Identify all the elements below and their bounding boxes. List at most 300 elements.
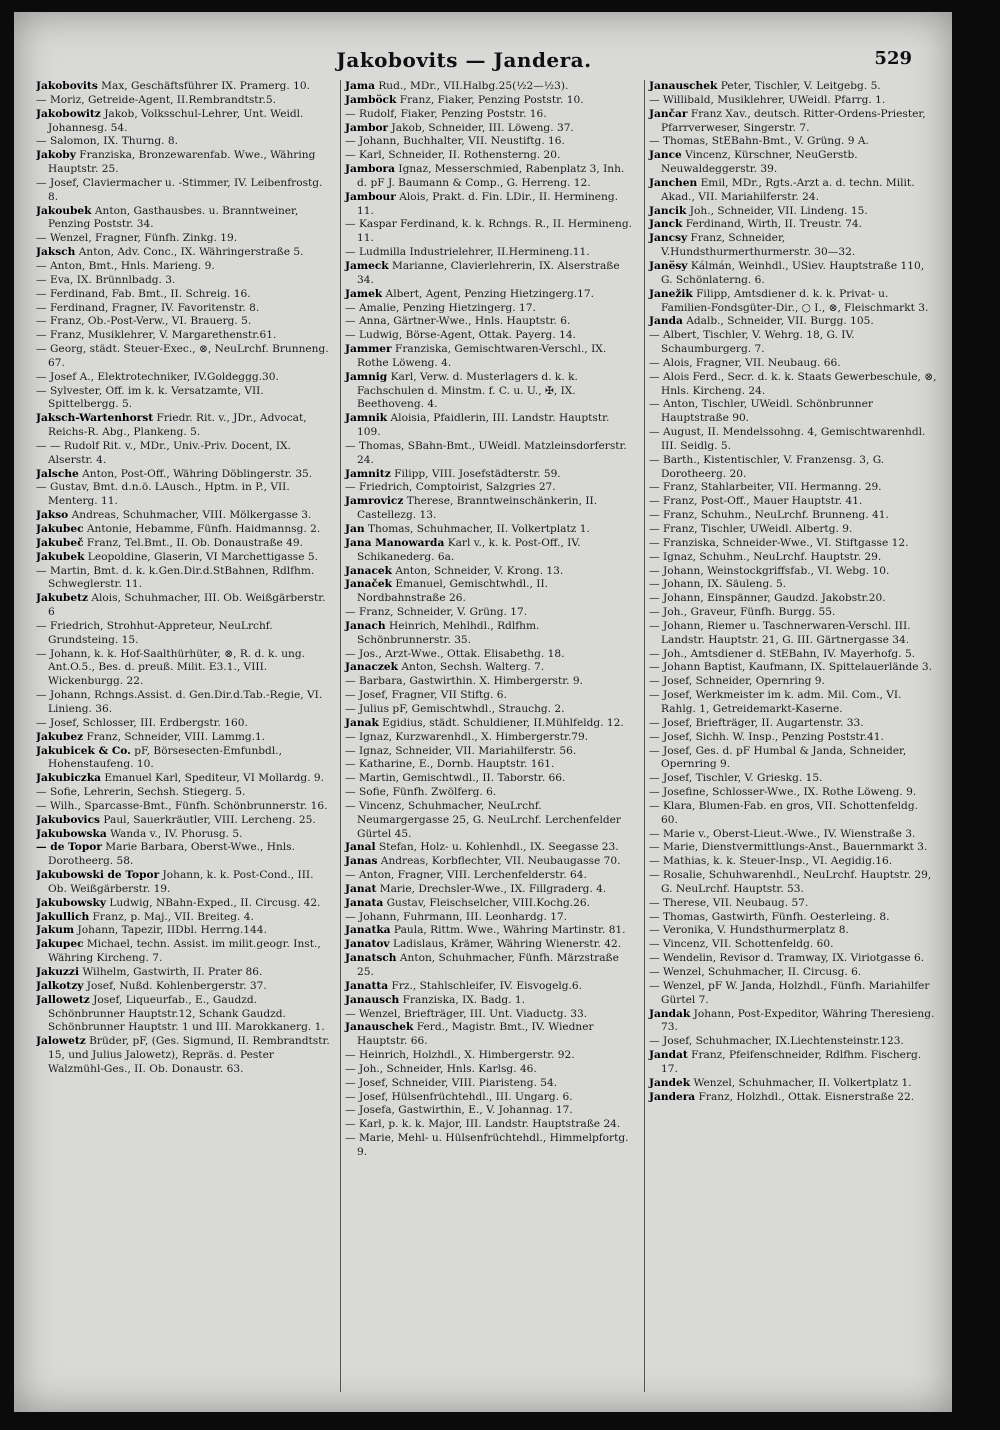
entry-details: — Josefa, Gastwirthin, E., V. Johannag. 17. [345, 1104, 573, 1117]
directory-entry [36, 717, 330, 731]
directory-entry [345, 1104, 634, 1118]
directory-entry [36, 537, 330, 551]
entry-details: Anton, Post-Off., Währing Döblingerstr. 35. [82, 467, 313, 480]
entry-surname: Jalsche [36, 467, 79, 480]
directory-entry [36, 980, 330, 994]
directory-entry [36, 1035, 330, 1077]
directory-entry [649, 897, 938, 911]
directory-entry [649, 911, 938, 925]
entry-details: Alois, Prakt. d. Fin. LDir., II. Hermineng. 11. [357, 190, 619, 217]
directory-entry [649, 315, 938, 329]
entry-details: Marie Barbara, Oberst-Wwe., Hnls. Dorotheerg. 58. [48, 841, 295, 868]
entry-details: Jakob, Volksschul-Lehrer, Unt. Weidl. Johannesg. 54. [48, 107, 304, 134]
entry-details: Aloisia, Pfaidlerin, III. Landstr. Hauptstr. 109. [357, 412, 610, 439]
entry-surname: Jakubowsky [36, 896, 106, 909]
entry-details: — Franziska, Schneider-Wwe., VI. Stiftgasse 12. [649, 536, 909, 549]
directory-entry [649, 177, 938, 205]
directory-entry [649, 648, 938, 662]
directory-entry [36, 80, 330, 94]
entry-details: Filipp, VIII. Josefstädterstr. 59. [394, 467, 561, 480]
entry-details: — Sofie, Lehrerin, Sechsh. Stiegerg. 5. [36, 786, 246, 799]
entry-details: — Franz, Stahlarbeiter, VII. Hermanng. 29. [649, 481, 882, 494]
directory-entry [36, 371, 330, 385]
entry-details: — Franz, Ob.-Post-Verw., VI. Brauerg. 5. [36, 315, 252, 328]
entry-details: — Albert, Tischler, V. Wehrg. 18, G. IV. Schaumburgerg. 7. [649, 329, 855, 356]
entry-details: Rud., MDr., VII.Halbg.25(½2—½3). [378, 80, 569, 92]
entry-surname: Janaček [345, 578, 392, 591]
entry-details: Franz, p. Maj., VII. Breiteg. 4. [92, 910, 254, 923]
directory-entry [649, 661, 938, 675]
directory-entry [649, 149, 938, 177]
entry-surname: Jakubek [36, 550, 85, 563]
directory-entry [649, 1035, 938, 1049]
directory-entry [36, 302, 330, 316]
directory-entry [649, 772, 938, 786]
entry-details: Franz, Schneider, V.Hundsthurmerthurmerstr. 30—32. [661, 232, 856, 259]
entry-details: — Sylvester, Off. im k. k. Versatzamte, VII. Spittelbergg. 5. [36, 384, 264, 411]
directory-entry [649, 966, 938, 980]
directory-entry [36, 260, 330, 274]
entry-surname: Janësy [649, 259, 688, 272]
entry-surname: Jameck [345, 259, 389, 272]
entry-details: Anton, Sechsh. Walterg. 7. [401, 661, 545, 674]
entry-surname: Jakoubek [36, 204, 92, 217]
directory-entry [649, 205, 938, 219]
entry-surname: Jancsy [649, 232, 688, 245]
entry-details: — Franz, Post-Off., Mauer Hauptstr. 41. [649, 495, 863, 508]
directory-entry [36, 814, 330, 828]
directory-entry [36, 897, 330, 911]
directory-entry [345, 371, 634, 413]
entry-details: Paul, Sauerkräutler, VIII. Lercheng. 25. [103, 813, 316, 826]
entry-surname: Jambour [345, 190, 396, 203]
entry-details: — Josef, Schneider, Opernring 9. [649, 675, 825, 688]
entry-details: Ignaz, Messerschmied, Rabenplatz 3, Inh. d. pF J. Baumann & Comp., G. Herreng. 12. [357, 163, 625, 189]
entry-details: — Eva, IX. Brünnlbadg. 3. [36, 273, 176, 286]
directory-entry [345, 343, 634, 371]
directory-entry [649, 565, 938, 579]
entry-details: Ladislaus, Krämer, Währing Wienerstr. 42. [392, 938, 622, 951]
directory-entry [36, 329, 330, 343]
entry-surname: Jakubez [36, 730, 84, 743]
entry-details: — Anton, Tischler, UWeidl. Schönbrunner Hauptstraße 90. [649, 398, 873, 425]
directory-entry [649, 592, 938, 606]
entry-details: — Thomas, SBahn-Bmt., UWeidl. Matzleinsdorferstr. 24. [345, 439, 627, 466]
directory-entry [36, 440, 330, 468]
entry-details: — Johann, k. k. Hof-Saalthürhüter, ⊗, R. d. k. ung. Ant.O.5., Bes. d. preuß. Milit. E3.1., VIII. Wickenburgg. 22. [36, 647, 305, 688]
directory-entry [345, 786, 634, 800]
entry-details: Filipp, Amtsdiener d. k. k. Privat- u. Familien-Fondsgüter-Dir., ○ I., ⊗, Fleischmarkt 3. [661, 287, 929, 314]
entry-details: — Alois, Fragner, VII. Neubaug. 66. [649, 356, 841, 369]
entry-surname: Jakobowitz [36, 107, 101, 120]
directory-entry [345, 1049, 634, 1063]
directory-entry [36, 205, 330, 233]
entry-details: Franziska, Bronzewarenfab. Wwe., Währing Hauptstr. 25. [48, 149, 316, 176]
entry-surname: Jambora [345, 163, 396, 176]
entry-details: Frz., Stahlschleifer, IV. Eisvogelg.6. [391, 979, 583, 992]
entry-details: Anton, Gasthausbes. u. Branntweiner, Penzing Poststr. 34. [48, 204, 299, 231]
entry-surname: Jandek [649, 1076, 691, 1089]
entry-details: — Johann Baptist, Kaufmann, IX. Spittelauerlände 3. [649, 661, 932, 674]
entry-details: Vincenz, Kürschner, NeuGerstb. Neuwaldeggerstr. 39. [661, 149, 858, 176]
entry-details: — Moriz, Getreide-Agent, II.Rembrandtstr.5. [36, 93, 276, 106]
directory-entry [345, 288, 634, 302]
entry-surname: Jandat [649, 1049, 688, 1062]
entry-details: — Alois Ferd., Secr. d. k. k. Staats Gewerbeschule, ⊗, Hnls. Kircheng. 24. [649, 370, 937, 397]
directory-entry [345, 468, 634, 482]
entry-surname: Jakubovics [36, 813, 100, 826]
directory-entry [345, 1118, 634, 1132]
entry-details: Adalb., Schneider, VII. Burgg. 105. [686, 315, 874, 328]
directory-entry [649, 1008, 938, 1036]
directory-entry [36, 592, 330, 620]
directory-entry [345, 911, 634, 925]
entry-details: — Karl, p. k. k. Major, III. Landstr. Hauptstraße 24. [345, 1118, 621, 1131]
directory-entry [649, 523, 938, 537]
entry-surname: Jance [649, 149, 682, 162]
directory-entry [345, 980, 634, 994]
entry-details: Wilhelm, Gastwirth, II. Prater 86. [82, 966, 263, 978]
directory-entry [345, 260, 634, 288]
entry-details: — Heinrich, Holzhdl., X. Himbergerstr. 92. [345, 1049, 575, 1062]
entry-surname: Janausch [345, 993, 400, 1006]
entry-surname: Jakubicek & Co. [36, 744, 131, 757]
running-head: Jakobovits — Jandera. [336, 48, 592, 72]
entry-surname: Jan [345, 523, 365, 535]
entry-details: Egidius, städt. Schuldiener, II.Mühlfeldg. 12. [382, 716, 624, 729]
entry-details: — Ignaz, Schneider, VII. Mariahilferstr. 56. [345, 744, 577, 757]
entry-surname: Jamnitz [345, 467, 391, 480]
entry-details: — Anton, Fragner, VIII. Lerchenfelderstr. 64. [345, 869, 587, 882]
directory-entry [649, 537, 938, 551]
entry-details: — Johann, Weinstockgriffsfab., VI. Webg. 10. [649, 564, 890, 577]
entry-details: — Jos., Arzt-Wwe., Ottak. Elisabethg. 18. [345, 647, 565, 660]
entry-details: Karl, Verw. d. Musterlagers d. k. k. Fachschulen d. Minstm. f. C. u. U., ✠, IX. Beethoveng. 4. [357, 370, 578, 411]
entry-details: — Friedrich, Strohhut-Appreteur, NeuLrchf. Grundsteing. 15. [36, 619, 273, 646]
directory-entry [649, 1077, 938, 1091]
directory-entry [36, 288, 330, 302]
entry-details: Emanuel, Gemischtwhdl., II. Nordbahnstraße 26. [357, 578, 549, 605]
entry-surname: Jalowetz [36, 1035, 86, 1048]
directory-entry [649, 689, 938, 717]
entry-details: — Josef, Schlosser, III. Erdbergstr. 160. [36, 716, 248, 729]
directory-entry [345, 495, 634, 523]
directory-entry [345, 855, 634, 869]
entry-details: Marianne, Clavierlehrerin, IX. Alserstraße 34. [357, 259, 620, 286]
directory-entry [649, 1049, 938, 1077]
entry-details: — Franz, Schuhm., NeuLrchf. Brunneng. 41. [649, 509, 889, 522]
directory-entry [36, 828, 330, 842]
directory-entry [649, 108, 938, 136]
directory-page [14, 12, 952, 1412]
entry-surname: Janaczek [345, 661, 398, 674]
entry-surname: Jakubowska [36, 827, 107, 840]
directory-entry [36, 135, 330, 149]
entry-details: — Amalie, Penzing Hietzingerg. 17. [345, 301, 536, 314]
entry-surname: Jamrovicz [345, 495, 404, 508]
directory-entry [345, 135, 634, 149]
directory-entry [345, 841, 634, 855]
directory-entry [345, 302, 634, 316]
entry-details: Ferdinand, Wirth, II. Treustr. 74. [685, 218, 862, 231]
directory-entry [36, 523, 330, 537]
entry-details: — Johann, IX. Säuleng. 5. [649, 578, 787, 591]
entry-surname: Jakoby [36, 149, 76, 162]
entry-surname: — de Topor [36, 841, 102, 854]
entry-details: — Vincenz, Schuhmacher, NeuLrchf. Neumargergasse 25, G. NeuLrchf. Lerchenfelder Gürtel 45. [345, 799, 621, 840]
directory-entry [649, 578, 938, 592]
directory-entry [649, 717, 938, 731]
entry-details: — Barbara, Gastwirthin. X. Himbergerstr. 9. [345, 675, 583, 688]
directory-entry [345, 731, 634, 745]
directory-entry [36, 772, 330, 786]
entry-surname: Jakubetz [36, 592, 88, 605]
entry-details: Andreas, Schuhmacher, VIII. Mölkergasse 3. [71, 509, 312, 522]
entry-details: — Johann, Fuhrmann, III. Leonhardg. 17. [345, 910, 568, 923]
entry-details: — Marie, Mehl- u. Hülsenfrüchtehdl., Himmelpfortg. 9. [345, 1132, 629, 1158]
page-header [14, 48, 952, 74]
directory-entry [345, 675, 634, 689]
entry-surname: Jakubowski de Topor [36, 869, 160, 882]
directory-entry [649, 828, 938, 842]
entry-details: — Josef, Tischler, V. Grieskg. 15. [649, 772, 823, 785]
entry-details: Johann, Tapezir, IIDbl. Herrng.144. [77, 924, 267, 937]
directory-entry [345, 108, 634, 122]
directory-entry [649, 952, 938, 966]
directory-entry [345, 412, 634, 440]
entry-details: — Josef, Hülsenfrüchtehdl., III. Ungarg. 6. [345, 1090, 573, 1103]
entry-surname: Janck [649, 218, 683, 231]
directory-entry [345, 717, 634, 731]
directory-entry [36, 938, 330, 966]
entry-details: — Josef, Sichh. W. Insp., Penzing Poststr.41. [649, 730, 884, 743]
entry-surname: Janchen [649, 176, 698, 189]
directory-entry [345, 703, 634, 717]
entry-details: — Marie v., Oberst-Lieut.-Wwe., IV. Wienstraße 3. [649, 827, 916, 840]
entry-details: Emanuel Karl, Spediteur, VI Mollardg. 9. [104, 772, 325, 785]
entry-surname: Janacek [345, 564, 392, 577]
entry-details: — Ludwig, Börse-Agent, Ottak. Payerg. 14. [345, 329, 576, 342]
entry-details: Franziska, Gemischtwaren-Verschl., IX. Rothe Löweng. 4. [357, 343, 607, 369]
directory-entry [345, 565, 634, 579]
entry-surname: Jamek [345, 287, 383, 300]
directory-entry [345, 994, 634, 1008]
entry-details: Karl v., k. k. Post-Off., IV. Schikanederg. 6a. [357, 536, 581, 563]
entry-details: — Rudolf, Fiaker, Penzing Poststr. 16. [345, 107, 547, 120]
entry-surname: Jaksch [36, 246, 76, 259]
entry-surname: Jama [345, 80, 375, 92]
entry-details: — Franz, Musiklehrer, V. Margarethenstr.61. [36, 329, 277, 342]
directory-entry [345, 537, 634, 565]
directory-entry [345, 80, 634, 94]
directory-entry [36, 620, 330, 648]
directory-entry [36, 924, 330, 938]
directory-entry [649, 398, 938, 426]
entry-details: Friedr. Rit. v., JDr., Advocat, Reichs-R. Abg., Plankeng. 5. [48, 412, 307, 439]
entry-details: Thomas, Schuhmacher, II. Volkertplatz 1. [367, 523, 590, 535]
entry-surname: Janach [345, 619, 386, 632]
entry-details: — Gustav, Bmt. d.n.ö. LAusch., Hptm. in P., VII. Menterg. 11. [36, 481, 290, 508]
directory-entry [345, 606, 634, 620]
entry-details: — Franz, Schneider, V. Grüng. 17. [345, 606, 528, 619]
directory-entry [345, 1021, 634, 1049]
entry-details: — Julius pF, Gemischtwhdl., Strauchg. 2. [345, 702, 565, 715]
entry-surname: Janatka [345, 924, 391, 937]
directory-entry [36, 246, 330, 260]
entry-details: — Marie, Dienstvermittlungs-Anst., Bauernmarkt 3. [649, 841, 928, 854]
directory-entry [36, 385, 330, 413]
directory-entry [36, 731, 330, 745]
directory-entry [36, 551, 330, 565]
directory-entry [345, 481, 634, 495]
directory-entry [649, 1091, 938, 1105]
entry-details: — Rosalie, Schuhwarenhdl., NeuLrchf. Hauptstr. 29, G. NeuLrchf. Hauptstr. 53. [649, 869, 932, 895]
entry-details: Anton, Adv. Conc., IX. Währingerstraße 5. [78, 246, 304, 259]
directory-entry [649, 620, 938, 648]
directory-entry [649, 288, 938, 316]
directory-entry [36, 481, 330, 509]
directory-entry [345, 246, 634, 260]
entry-details: — Thomas, Gastwirth, Fünfh. Oesterleing. 8. [649, 910, 890, 923]
entry-details: — Johann, Riemer u. Taschnerwaren-Verschl. III. Landstr. Hauptstr. 21, G. III. Gärtnergasse 34. [649, 619, 911, 646]
directory-entry [649, 800, 938, 828]
directory-entry [36, 108, 330, 136]
directory-entry [36, 745, 330, 773]
directory-entry [649, 481, 938, 495]
directory-entry [345, 1091, 634, 1105]
entry-surname: Jandera [649, 1090, 696, 1103]
entry-surname: Janak [345, 716, 379, 729]
entry-surname: Jammer [345, 343, 392, 356]
entry-surname: Janas [345, 855, 378, 868]
entry-surname: Janal [345, 841, 376, 854]
entry-details: Emil, MDr., Rgts.-Arzt a. d. techn. Milit. Akad., VII. Mariahilferstr. 24. [661, 176, 915, 203]
entry-surname: Jamnik [345, 412, 388, 425]
entry-details: Franziska, IX. Badg. 1. [402, 993, 526, 1006]
entry-details: — Martin, Gemischtwdl., II. Taborstr. 66. [345, 772, 566, 785]
directory-entry [345, 1063, 634, 1077]
directory-entry [649, 232, 938, 260]
directory-entry [649, 357, 938, 371]
directory-entry [345, 869, 634, 883]
entry-details: Jakob, Schneider, III. Löweng. 37. [391, 121, 574, 134]
entry-surname: Jančar [649, 107, 688, 120]
directory-entry [649, 675, 938, 689]
entry-details: — Franz, Tischler, UWeidl. Albertg. 9. [649, 523, 853, 535]
directory-entry [649, 509, 938, 523]
directory-entry [36, 509, 330, 523]
directory-entry [36, 869, 330, 897]
entry-details: — Salomon, IX. Thurng. 8. [36, 135, 178, 148]
column-right [644, 80, 938, 1392]
entry-surname: Janežik [649, 287, 693, 300]
directory-entry [345, 329, 634, 343]
directory-entry [36, 412, 330, 440]
entry-details: Therese, Branntweinschänkerin, II. Castellezg. 13. [357, 495, 598, 522]
directory-entry [345, 94, 634, 108]
directory-entry [649, 218, 938, 232]
column-middle [340, 80, 634, 1392]
entry-details: — Wenzel, Fragner, Fünfh. Zinkg. 19. [36, 232, 238, 245]
directory-entry [649, 495, 938, 509]
entry-details: Josef, Nußd. Kohlenbergerstr. 37. [86, 979, 267, 992]
entry-details: Anton, Schuhmacher, Fünfh. Märzstraße 25. [357, 952, 619, 978]
entry-details: — Ignaz, Kurzwarenhdl., X. Himbergerstr.79. [345, 730, 589, 743]
entry-surname: Janata [345, 896, 384, 909]
directory-entry [345, 897, 634, 911]
directory-entry [345, 745, 634, 759]
entry-surname: Janatta [345, 979, 389, 992]
entry-details: Gustav, Fleischselcher, VIII.Kochg.26. [386, 896, 591, 909]
entry-details: — Karl, Schneider, II. Rothensterng. 20. [345, 149, 561, 162]
directory-entry [345, 772, 634, 786]
entry-details: Wanda v., IV. Phorusg. 5. [110, 827, 243, 840]
directory-entry [345, 952, 634, 980]
directory-entry [36, 994, 330, 1036]
entry-surname: Jallowetz [36, 993, 90, 1006]
directory-entry [649, 551, 938, 565]
entry-details: Franz, Holzhdl., Ottak. Eisnerstraße 22. [698, 1090, 915, 1103]
entry-surname: Janauschek [649, 80, 718, 92]
directory-entry [345, 758, 634, 772]
directory-entry [36, 343, 330, 371]
directory-entry [36, 274, 330, 288]
entry-details: — Johann, Buchhalter, VII. Neustiftg. 16. [345, 135, 565, 148]
directory-entry [649, 260, 938, 288]
directory-entry [649, 94, 938, 108]
entry-details: Brüder, pF, (Ges. Sigmund, II. Rembrandtstr. 15, und Julius Jalowetz), Repräs. d. Pester Walzmühl-Ges., II. Ob. Donaustr. 63. [48, 1035, 330, 1075]
entry-details: — Johann, Rchngs.Assist. d. Gen.Dir.d.Tab.-Regie, VI. Linieng. 36. [36, 689, 323, 715]
entry-details: — Ludmilla Industrielehrer, II.Hermineng.11. [345, 246, 590, 259]
entry-details: — Mathias, k. k. Steuer-Insp., VI. Aegidig.16. [649, 855, 893, 868]
directory-entry [36, 689, 330, 717]
directory-entry [649, 731, 938, 745]
entry-columns [36, 80, 938, 1392]
entry-details: — Ferdinand, Fab. Bmt., II. Schreig. 16. [36, 287, 251, 300]
entry-details: — Josef, Fragner, VII Stiftg. 6. [345, 689, 507, 702]
directory-entry [36, 800, 330, 814]
entry-details: — Johann, Einspänner, Gaudzd. Jakobstr.20. [649, 592, 886, 605]
directory-entry [345, 661, 634, 675]
directory-entry [36, 565, 330, 593]
directory-entry [345, 883, 634, 897]
entry-details: Max, Geschäftsführer IX. Pramerg. 10. [101, 80, 310, 92]
entry-surname: Jambor [345, 121, 389, 134]
directory-entry [649, 980, 938, 1008]
entry-details: Albert, Agent, Penzing Hietzingerg.17. [385, 287, 594, 300]
entry-surname: Janatov [345, 938, 390, 951]
entry-details: Franz, Schneider, VIII. Lammg.1. [86, 730, 266, 743]
entry-details: — Katharine, E., Dornb. Hauptstr. 161. [345, 758, 555, 771]
directory-entry [649, 855, 938, 869]
directory-entry [345, 1132, 634, 1160]
entry-details: — Josef, Schneider, VIII. Piaristeng. 54. [345, 1076, 558, 1089]
directory-entry [649, 841, 938, 855]
directory-entry [345, 800, 634, 842]
entry-details: Franz, Tel.Bmt., II. Ob. Donaustraße 49. [86, 536, 304, 549]
directory-entry [345, 440, 634, 468]
directory-entry [345, 1077, 634, 1091]
directory-entry [36, 149, 330, 177]
directory-entry [345, 315, 634, 329]
entry-details: — Kaspar Ferdinand, k. k. Rchngs. R., II. Hermineng. 11. [345, 218, 632, 245]
entry-details: — Josef A., Elektrotechniker, IV.Goldeggg.30. [36, 370, 279, 383]
directory-entry [36, 786, 330, 800]
directory-entry [649, 329, 938, 357]
directory-entry [649, 938, 938, 952]
entry-details: — Wilh., Sparcasse-Bmt., Fünfh. Schönbrunnerstr. 16. [36, 799, 328, 812]
directory-entry [36, 911, 330, 925]
